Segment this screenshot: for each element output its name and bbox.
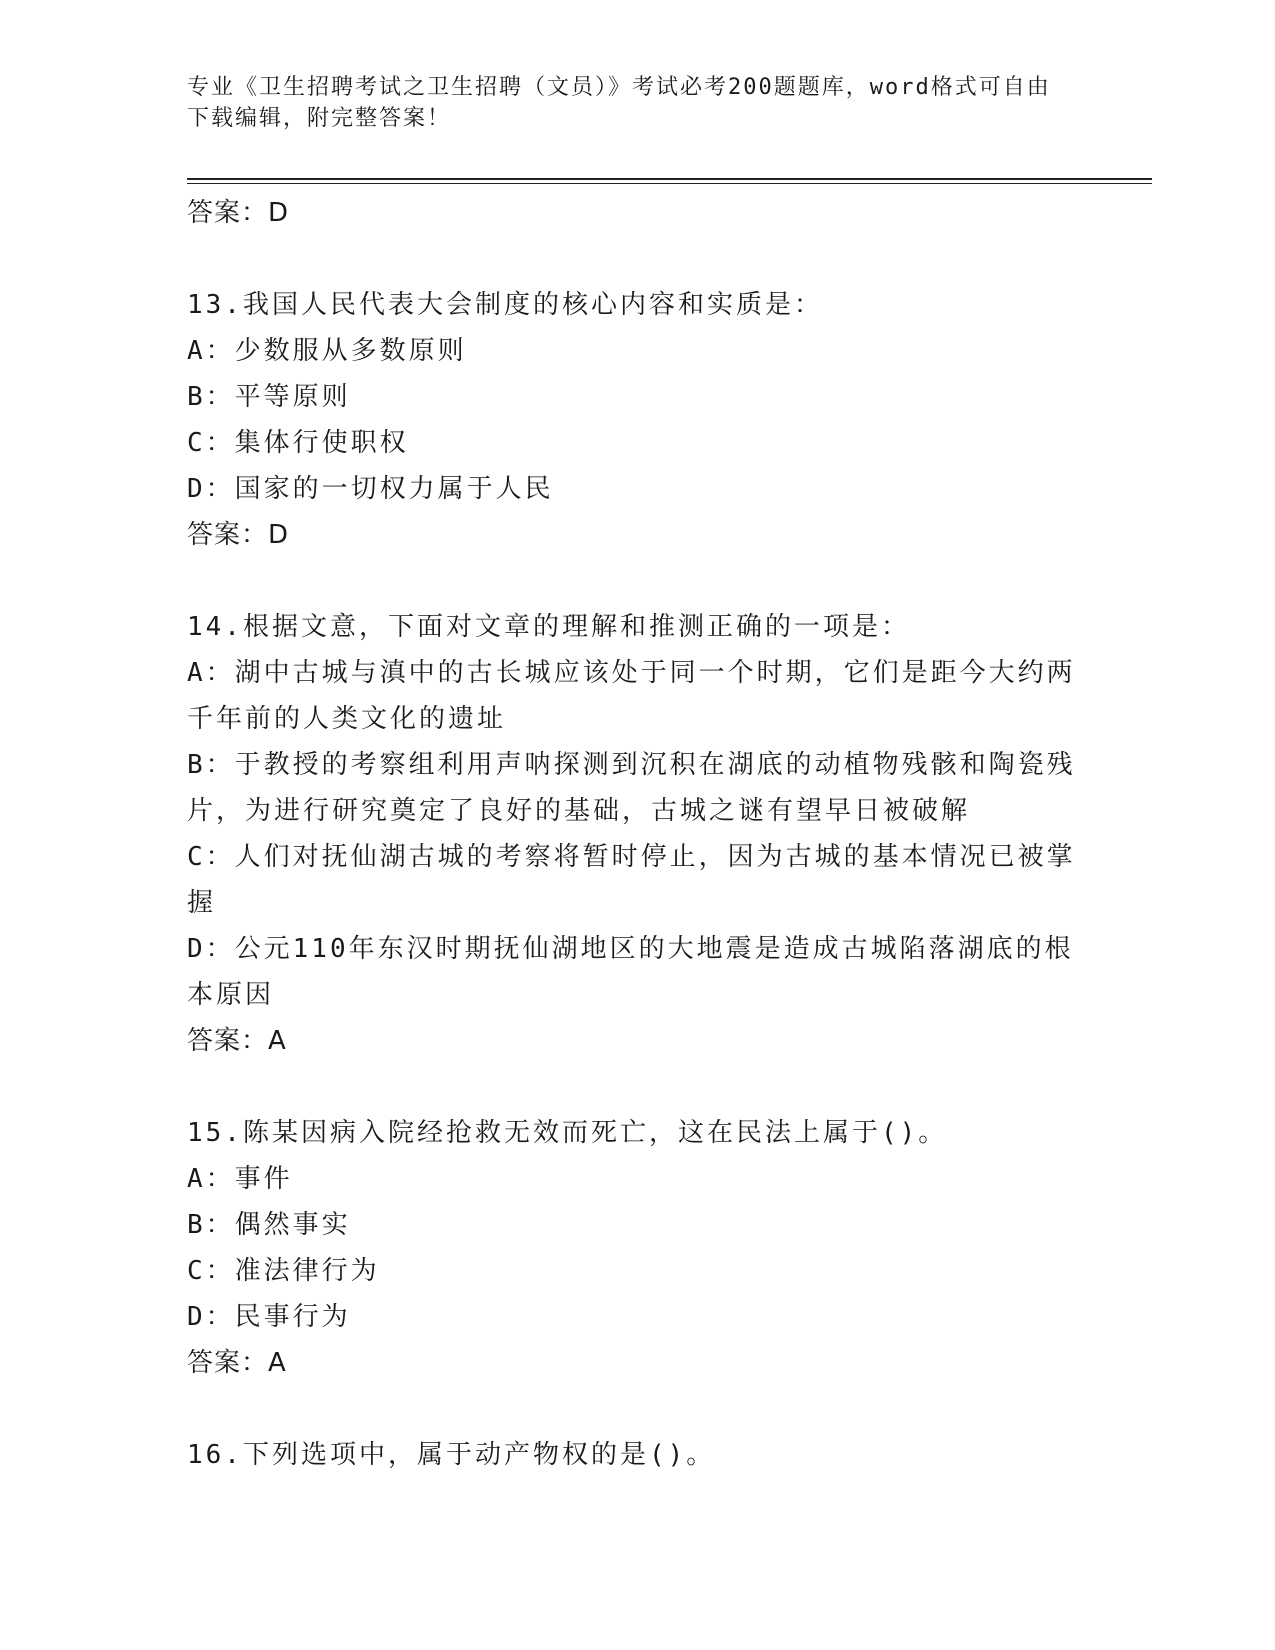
option-label: D： [187, 1302, 235, 1332]
option-text: 民事行为 [234, 1302, 351, 1332]
answer-line: 答案：A [187, 1026, 287, 1056]
option-line [187, 650, 1087, 742]
page-header: 专业《卫生招聘考试之卫生招聘（文员）》考试必考200题题库，word格式可自由下载编辑，附完整答案！ [187, 75, 1051, 131]
option-text: 国家的一切权力属于人民 [234, 474, 554, 504]
option-line [187, 374, 1087, 420]
option-line [187, 1248, 1087, 1294]
option-line [187, 834, 1087, 926]
option-line [187, 1156, 1087, 1202]
option-line [187, 926, 1087, 1018]
option-line [187, 1202, 1087, 1248]
option-line [187, 466, 1087, 512]
option-line [187, 742, 1087, 834]
option-text: 平等原则 [234, 382, 351, 412]
option-label: B： [187, 382, 235, 412]
option-line [187, 1294, 1087, 1340]
option-label: A： [187, 1164, 235, 1194]
question-block [187, 1110, 1087, 1386]
spacer [187, 1064, 1087, 1110]
spacer [187, 558, 1087, 604]
option-text: 公元110年东汉时期抚仙湖地区的大地震是造成古城陷落湖底的根本原因 [187, 934, 1074, 1010]
option-label: A： [187, 658, 235, 688]
answer-line: 答案：A [187, 1348, 287, 1378]
option-line [187, 328, 1087, 374]
option-text: 集体行使职权 [234, 428, 409, 458]
option-label: C： [187, 1256, 235, 1286]
spacer [187, 236, 1087, 282]
option-label: B： [187, 1210, 235, 1240]
question-stem: 14.根据文意，下面对文章的理解和推测正确的一项是： [187, 612, 910, 642]
question-block [187, 604, 1087, 1064]
option-label: A： [187, 336, 235, 366]
spacer [187, 1386, 1087, 1432]
question-stem: 15.陈某因病入院经抢救无效而死亡，这在民法上属于()。 [187, 1118, 948, 1148]
option-text: 于教授的考察组利用声呐探测到沉积在湖底的动植物残骸和陶瓷残片，为进行研究奠定了良好的基础，古城之谜有望早日被破解 [187, 750, 1076, 826]
option-text: 事件 [234, 1164, 293, 1194]
option-text: 偶然事实 [234, 1210, 351, 1240]
header-rule-thin [187, 183, 1152, 184]
option-text: 准法律行为 [234, 1256, 380, 1286]
header-rule [187, 178, 1152, 180]
option-label: D： [187, 474, 235, 504]
option-label: D： [187, 934, 235, 964]
option-label: C： [187, 842, 235, 872]
option-line [187, 420, 1087, 466]
answer-line: 答案：D [187, 198, 290, 228]
question-list [187, 190, 1087, 1478]
question-stem: 13.我国人民代表大会制度的核心内容和实质是： [187, 290, 823, 320]
question-block [187, 1432, 1087, 1478]
option-text: 少数服从多数原则 [234, 336, 467, 366]
option-text: 湖中古城与滇中的古长城应该处于同一个时期，它们是距今大约两千年前的人类文化的遗址 [187, 658, 1076, 734]
answer-line: 答案：D [187, 520, 290, 550]
option-label: C： [187, 428, 235, 458]
question-stem: 16.下列选项中，属于动产物权的是()。 [187, 1440, 716, 1470]
option-text: 人们对抚仙湖古城的考察将暂时停止，因为古城的基本情况已被掌握 [187, 842, 1076, 918]
option-label: B： [187, 750, 235, 780]
question-block [187, 282, 1087, 558]
